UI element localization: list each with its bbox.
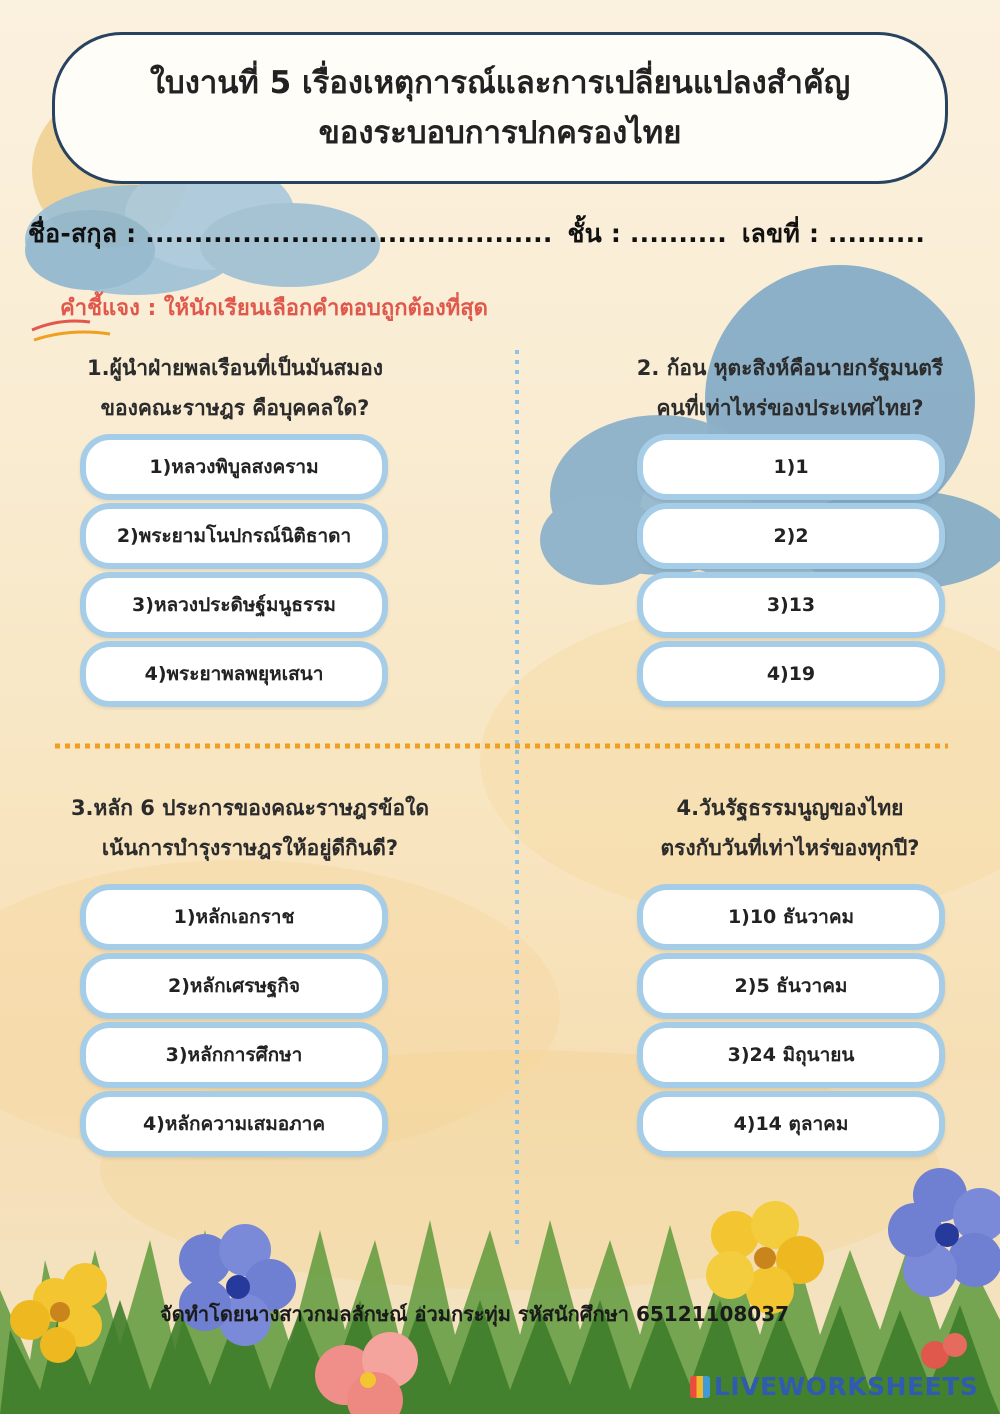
q1-option-3[interactable]: 3)หลวงประดิษฐ์มนูธรรม (80, 572, 388, 638)
q3-option-3[interactable]: 3)หลักการศึกษา (80, 1022, 388, 1088)
q1-option-1[interactable]: 1)หลวงพิบูลสงคราม (80, 434, 388, 500)
question-line: เน้นการบำรุงราษฎรให้อยู่ดีกินดี? (101, 836, 399, 860)
author-credit: จัดทำโดยนางสาวกมลลักษณ์ อ่วมกระทุ่ม รหัสนักศึกษา 65121108037 (160, 1302, 790, 1326)
q3-option-2[interactable]: 2)หลักเศรษฐกิจ (80, 953, 388, 1019)
q1-option-4[interactable]: 4)พระยาพลพยุหเสนา (80, 641, 388, 707)
question-line: 2. ก้อน หุตะสิงห์คือนายกรัฐมนตรี (636, 356, 944, 380)
q4-option-2[interactable]: 2)5 ธันวาคม (637, 953, 945, 1019)
brand-name: LIVEWORKSHEETS (714, 1372, 979, 1401)
question-line: ตรงกับวันที่เท่าไหร่ของทุกปี? (660, 836, 920, 860)
student-info-row (28, 214, 978, 254)
title-banner (52, 32, 948, 184)
brand-logo[interactable] (690, 1372, 978, 1401)
q3-option-4[interactable]: 4)หลักความเสมอภาค (80, 1091, 388, 1157)
page-title: ใบงานที่ 5 เรื่องเหตุการณ์และการเปลี่ยนแปลงสำคัญ (149, 65, 851, 101)
instruction-text: คำชี้แจง : ให้นักเรียนเลือกคำตอบถูกต้องที่สุด (60, 296, 488, 321)
question-line: 1.ผู้นำฝ่ายพลเรือนที่เป็นมันสมอง (86, 356, 383, 380)
number-field[interactable]: เลขที่ : .......... (741, 219, 926, 248)
instruction-swoosh (34, 332, 110, 340)
page-subtitle: ของระบอบการปกครองไทย (318, 115, 682, 151)
question-line: คนที่เท่าไหร่ของประเทศไทย? (656, 396, 924, 420)
q1-option-2[interactable]: 2)พระยามโนปกรณ์นิติธาดา (80, 503, 388, 569)
question-line: 3.หลัก 6 ประการของคณะราษฎรข้อใด (70, 796, 430, 820)
q4-option-1[interactable]: 1)10 ธันวาคม (637, 884, 945, 950)
class-field[interactable]: ชั้น : .......... (567, 219, 727, 248)
question-3-text (25, 788, 475, 868)
q2-option-4[interactable]: 4)19 (637, 641, 945, 707)
q2-option-2[interactable]: 2)2 (637, 503, 945, 569)
question-1-text (40, 348, 430, 428)
q2-option-1[interactable]: 1)1 (637, 434, 945, 500)
q3-option-1[interactable]: 1)หลักเอกราช (80, 884, 388, 950)
question-2-text (585, 348, 995, 428)
q4-option-4[interactable]: 4)14 ตุลาคม (637, 1091, 945, 1157)
liveworksheets-logo-icon (690, 1376, 710, 1398)
name-field[interactable]: ชื่อ-สกุล : .......................................... (28, 219, 553, 248)
q2-option-3[interactable]: 3)13 (637, 572, 945, 638)
question-line: 4.วันรัฐธรรมนูญของไทย (676, 796, 904, 820)
question-line: ของคณะราษฎร คือบุคคลใด? (100, 396, 370, 420)
question-4-text (595, 788, 985, 868)
q4-option-3[interactable]: 3)24 มิถุนายน (637, 1022, 945, 1088)
